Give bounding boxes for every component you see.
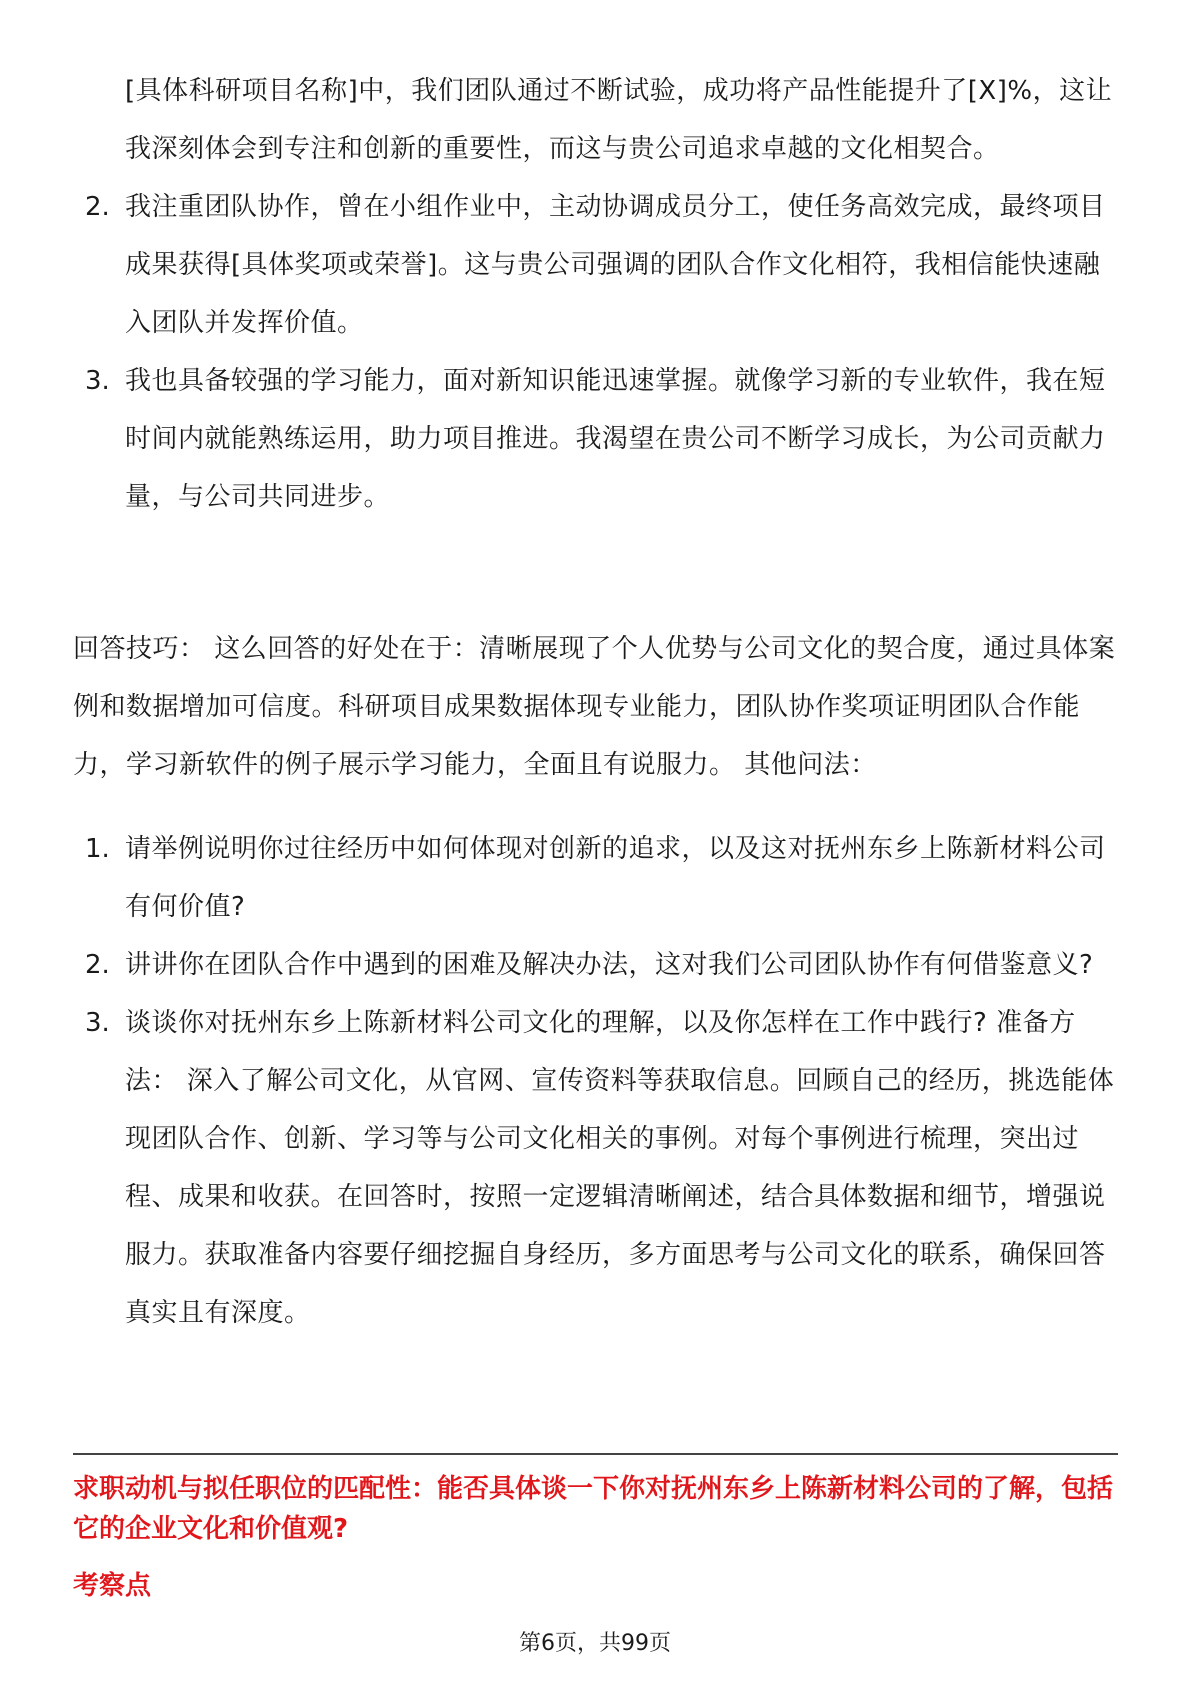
list-number: 2. (85, 950, 110, 980)
section-divider (73, 1453, 1118, 1455)
list-item-text: 讲讲你在团队合作中遇到的困难及解决办法，这对我们公司团队协作有何借鉴意义? (125, 950, 1094, 980)
list-item-text: 请举例说明你过往经历中如何体现对创新的追求，以及这对抚州东乡上陈新材料公司有何价值? (125, 834, 1106, 922)
list-item-text: [具体科研项目名称]中，我们团队通过不断试验，成功将产品性能提升了[X]%，这让我深刻体会到专注和创新的重要性，而这与贵公司追求卓越的文化相契合。 (125, 76, 1113, 164)
list-item (73, 352, 1118, 526)
section-heading: 考察点 (73, 1571, 152, 1601)
list-number: 2. (85, 192, 110, 222)
list-item (73, 178, 1118, 352)
list-item-text: 我注重团队协作，曾在小组作业中，主动协调成员分工，使任务高效完成，最终项目成果获得[具体奖项或荣誉]。这与贵公司强调的团队合作文化相符，我相信能快速融入团队并发挥价值。 (125, 192, 1106, 338)
list-number: 3. (85, 1008, 110, 1038)
answer-tips-paragraph: 回答技巧： 这么回答的好处在于：清晰展现了个人优势与公司文化的契合度，通过具体案例和数据增加可信度。科研项目成果数据体现专业能力，团队协作奖项证明团队合作能力，学习新软件的例子展示学习能力，全面且有说服力。 其他问法： (73, 634, 1116, 780)
list-item (73, 994, 1118, 1342)
list-number: 3. (85, 366, 110, 396)
list-item (73, 62, 1118, 178)
answer-list (73, 62, 1118, 526)
interview-question-heading: 求职动机与拟任职位的匹配性：能否具体谈一下你对抚州东乡上陈新材料公司的了解，包括它的企业文化和价值观? (73, 1474, 1114, 1544)
page-footer: 第6页，共99页 (519, 1631, 671, 1656)
list-number: 1. (85, 834, 110, 864)
list-item (73, 820, 1118, 936)
list-item-text: 我也具备较强的学习能力，面对新知识能迅速掌握。就像学习新的专业软件，我在短时间内就能熟练运用，助力项目推进。我渴望在贵公司不断学习成长，为公司贡献力量，与公司共同进步。 (125, 366, 1106, 512)
alternative-questions-list (73, 820, 1118, 1342)
list-item-text: 谈谈你对抚州东乡上陈新材料公司文化的理解，以及你怎样在工作中践行? 准备方法： 深入了解公司文化，从官网、宣传资料等获取信息。回顾自己的经历，挑选能体现团队合作、创新、学习等与公司文化相关的事例。对每个事例进行梳理，突出过程、成果和收获。在回答时，按照一定逻辑清晰阐述，结合具体数据和细节，增强说服力。获取准备内容要仔细挖掘自身经历，多方面思考与公司文化的联系，确保回答真实且有深度。 (125, 1008, 1115, 1328)
list-item (73, 936, 1118, 994)
